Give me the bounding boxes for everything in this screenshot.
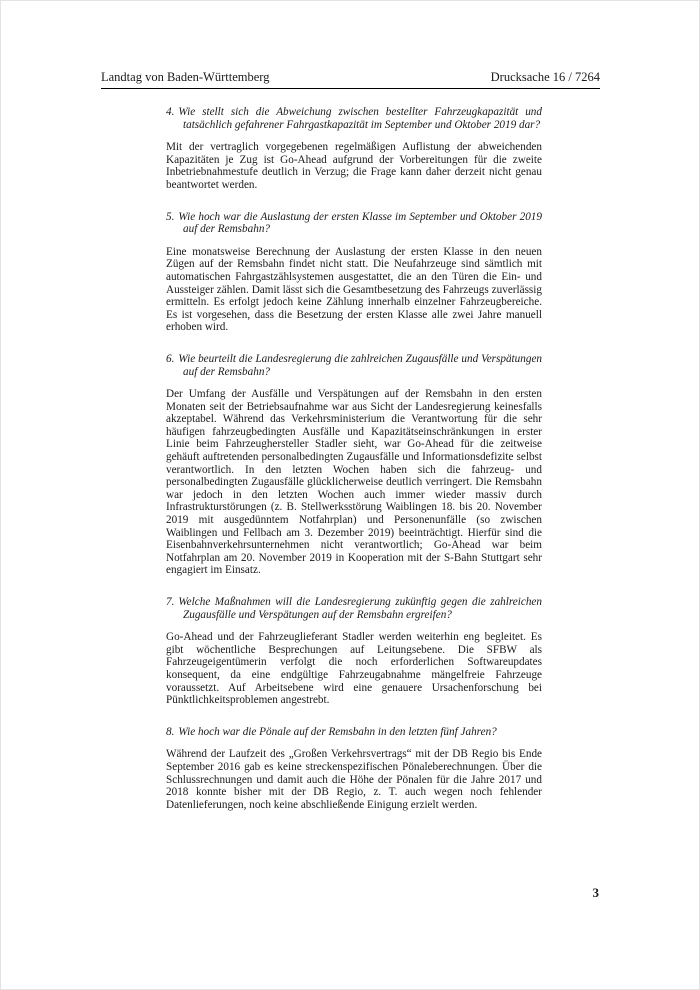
question-7-number: 7. <box>166 596 175 608</box>
answer-8: Während der Laufzeit des „Großen Verkehrsvertrags“ mit der DB Regio bis Ende September 2016 gab es keine streckenspezifischen Pönaleberechnungen. Über die Schlussrechnungen und damit auch die Höhe der Pönalen für die Jahre 2017 und 2018 konnte bisher mit der DB Regio, z. T. auch wegen noch fehlender Datenlieferungen, noch keine abschließende Einigung erzielt werden. <box>166 748 542 811</box>
question-4 <box>166 106 542 131</box>
question-4-number: 4. <box>166 106 175 118</box>
question-8-number: 8. <box>166 725 175 738</box>
header-divider <box>101 88 600 89</box>
question-5-number: 5. <box>166 210 175 223</box>
answer-6: Der Umfang der Ausfälle und Verspätungen auf der Remsbahn in den ersten Monaten seit der Betriebsaufnahme war aus Sicht der Landesregierung keinesfalls akzeptabel. Während das Verkehrsministerium die Verantwortung für die sehr häufigen fahrzeugbedingten Ausfälle und Kapazitätseinschränkungen in erster Linie beim Fahrzeughersteller Stadler sieht, war Go-Ahead für die zeitweise gehäuft auftretenden personalbedingten Zugausfälle und Informationsdefizite selbst verantwortlich. In den letzten Wochen haben sich die fahrzeug- und personalbedingten Zugausfälle glücklicherweise deutlich verringert. Die Remsbahn war jedoch in den letzten Wochen auch immer wieder massiv durch Infrastrukturstörungen (z. B. Stellwerksstörung Waiblingen 18. bis 20. November 2019 mit ausgedünntem Notfahrplan) und Personenunfälle (so zwischen Waiblingen und Fellbach am 3. Dezember 2019) beeinträchtigt. Hierfür sind die Eisenbahnverkehrsunternehmen nicht verantwortlich; Go-Ahead war beim Notfahrplan am 20. November 2019 in Kooperation mit der S-Bahn Stuttgart sehr engagiert im Einsatz. <box>166 388 542 577</box>
question-6-number: 6. <box>166 352 175 365</box>
question-6-text: Wie beurteilt die Landesregierung die zahlreichen Zugausfälle und Verspätungen auf der Remsbahn? <box>178 352 542 378</box>
header-document-number: Drucksache 16 / 7264 <box>490 70 600 84</box>
page-number: 3 <box>592 885 599 900</box>
question-4-text: Wie stellt sich die Abweichung zwischen bestellter Fahrzeugkapazität und tatsächlich gefahrener Fahrgastkapazität im September und Oktober 2019 dar? <box>178 106 542 131</box>
question-5-text: Wie hoch war die Auslastung der ersten Klasse im September und Oktober 2019 auf der Remsbahn? <box>178 210 542 236</box>
page-header <box>101 70 600 89</box>
question-8-text: Wie hoch war die Pönale auf der Remsbahn in den letzten fünf Jahren? <box>178 725 497 738</box>
question-6 <box>166 353 542 378</box>
question-7 <box>166 596 542 621</box>
question-7-text: Welche Maßnahmen will die Landesregierung zukünftig gegen die zahlreichen Zugausfälle und Verspätungen auf der Remsbahn ergreifen? <box>178 596 542 621</box>
question-8 <box>166 726 542 739</box>
question-5 <box>166 211 542 236</box>
answer-7: Go-Ahead und der Fahrzeuglieferant Stadler werden weiterhin eng begleitet. Es gibt wöchentliche Besprechungen auf Leitungsebene. Die SFBW als Fahrzeugeigentümerin verfolgt die noch erforderlichen Softwareupdates konsequent, da eine endgültige Fahrzeugabnahme mängelfreie Fahrzeuge voraussetzt. Auf Arbeitsebene wird eine genauere Ursachenforschung bei Pünktlichkeitsproblemen angestrebt. <box>166 631 542 707</box>
header-publisher: Landtag von Baden-Württemberg <box>101 70 270 84</box>
answer-5: Eine monatsweise Berechnung der Auslastung der ersten Klasse in den neuen Zügen auf der Remsbahn findet nicht statt. Die Neufahrzeuge sind sämtlich mit automatischen Fahrgastzählsystemen ausgestattet, die an den Türen die Ein- und Aussteiger zählen. Damit lässt sich die Gesamtbesetzung des Fahrzeugs zuverlässig ermitteln. Es erfolgt jedoch keine Zählung innerhalb einzelner Fahrzeugbereiche. Es ist vorgesehen, dass die Besetzung der ersten Klasse alle zwei Jahre manuell erhoben wird. <box>166 245 542 334</box>
document-body <box>166 106 542 811</box>
answer-4: Mit der vertraglich vorgegebenen regelmäßigen Auflistung der abweichenden Kapazitäten je Zug ist Go-Ahead aufgrund der Vorbereitungen für die zweite Inbetriebnahmestufe deutlich in Verzug; die Frage kann daher derzeit nicht genau beantwortet werden. <box>166 141 542 191</box>
